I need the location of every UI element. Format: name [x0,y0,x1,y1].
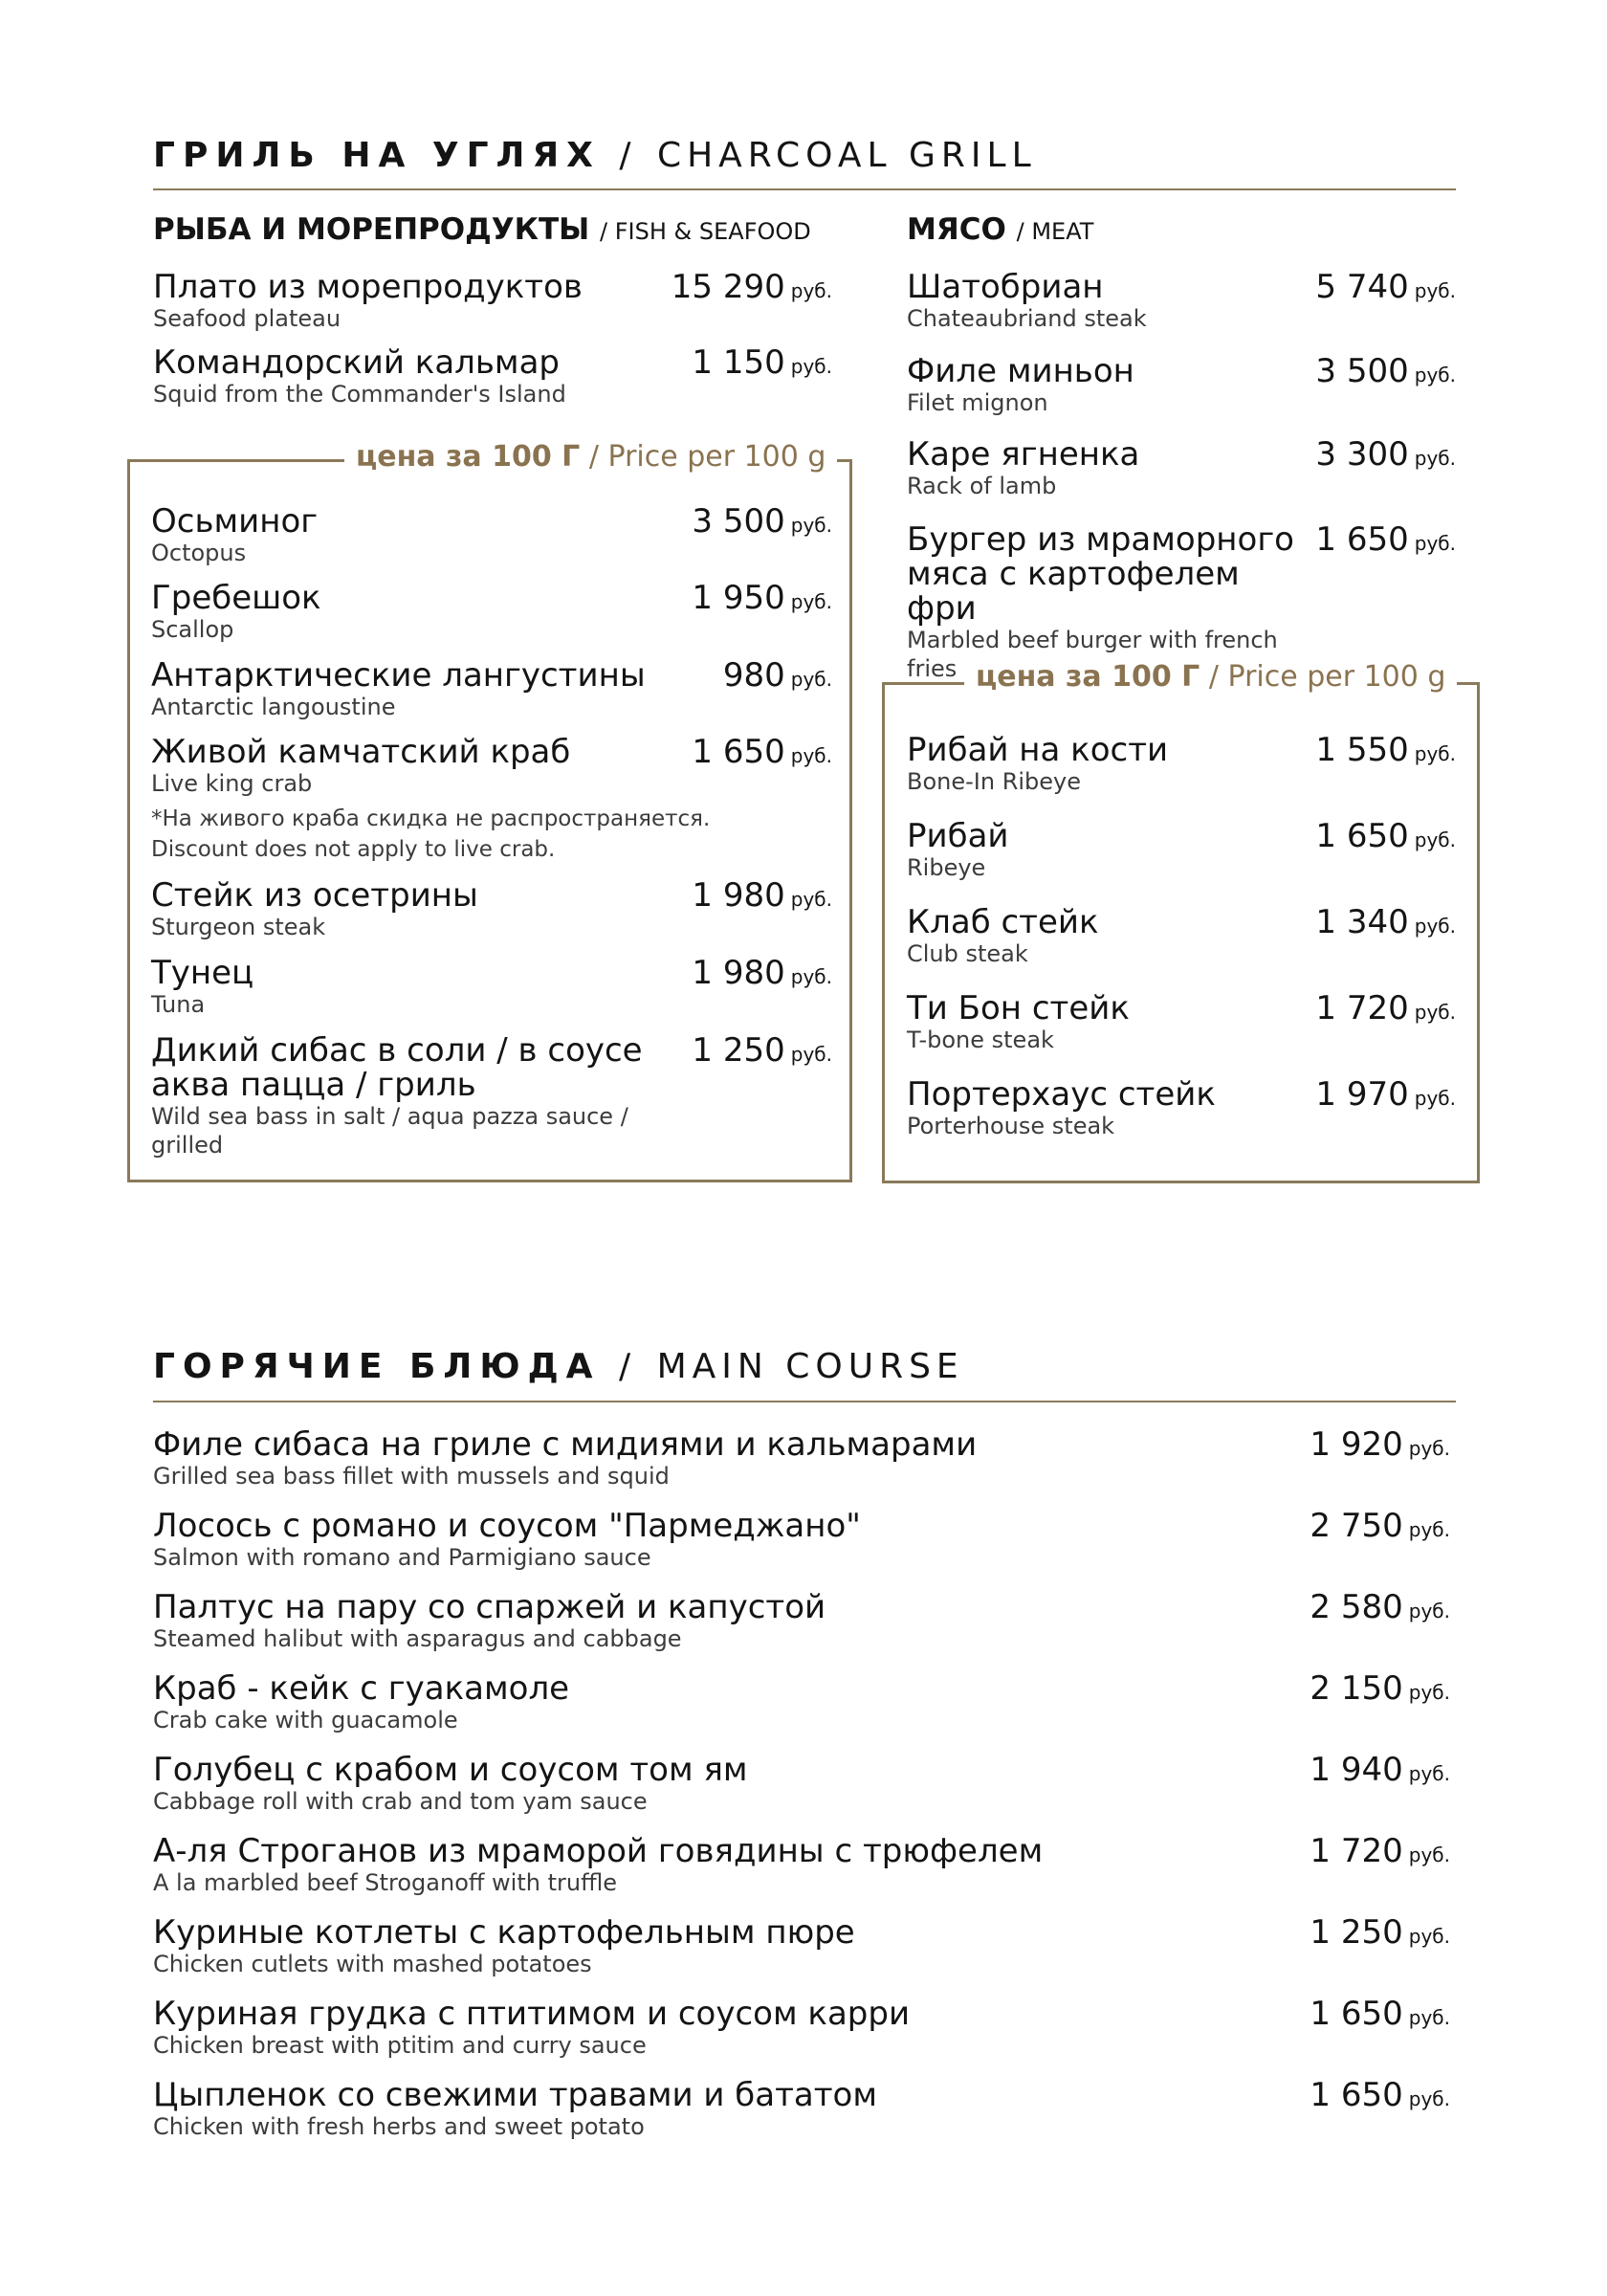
price-currency: руб. [1408,2087,1450,2110]
fish-box-label-en: / Price per 100 g [588,440,826,474]
item-price [1310,1427,1450,1466]
item-price [1315,733,1456,771]
item-name-ru: Каре ягненка [907,435,1140,474]
price-currency: руб. [1408,1600,1450,1623]
item-name-ru: Куриная грудка с птитимом и соусом карри [153,1995,911,2033]
item-name-en: Chicken breast with ptitim and curry sauce [153,2032,647,2059]
item-name-en: Steamed halibut with asparagus and cabbage [153,1625,682,1652]
item-name-ru: Филе сибаса на гриле с мидиями и кальмарами [153,1425,978,1464]
item-name-ru: Дикий сибас в соли / в соусе аква пацца / гриль [151,1031,643,1104]
menu-item [907,1077,1456,1140]
price-value: 3 500 [1315,352,1409,390]
item-name-en: Crab cake with guacamole [153,1707,458,1733]
item-price [692,1033,832,1071]
menu-item [907,819,1456,882]
item-name-ru: А-ля Строганов из мраморой говядины с трюфелем [153,1832,1044,1870]
item-name-ru: Шатобриан [907,268,1104,306]
item-name-ru: Антарктические лангустины [151,656,646,695]
price-value: 1 650 [1315,520,1409,559]
item-name-ru: Рибай [907,817,1009,855]
price-currency: руб. [1414,532,1456,555]
item-name-en: Marbled beef burger with french fries [907,627,1278,682]
price-currency: руб. [1408,1762,1450,1785]
main-title-en: MAIN COURSE [656,1347,964,1386]
price-value: 1 650 [1310,1995,1403,2033]
price-currency: руб. [1414,915,1456,938]
menu-item [153,1509,1450,1572]
item-price [692,504,832,542]
item-price [1315,522,1456,561]
item-price [692,345,832,384]
price-currency: руб. [1408,2006,1450,2029]
item-name-en: Wild sea bass in salt / aqua pazza sauce / grilled [151,1103,628,1159]
price-value: 1 650 [692,733,785,771]
grill-title-ru: ГРИЛЬ НА УГЛЯХ [153,136,601,175]
item-price [671,270,832,308]
item-name-ru: Цыпленок со свежими травами и бататом [153,2076,877,2114]
item-name-ru: Гребешок [151,579,321,617]
price-currency: руб. [1408,1437,1450,1460]
menu-item [151,956,832,1019]
item-name-en: Filet mignon [907,389,1048,416]
price-value: 3 500 [692,502,785,541]
meat-title-en: / MEAT [1016,218,1094,245]
item-name-en: Chateaubriand steak [907,305,1147,332]
item-name-en: Rack of lamb [907,473,1057,499]
price-currency: руб. [1414,279,1456,302]
item-name-en: Porterhouse steak [907,1113,1115,1139]
item-price [1310,1590,1450,1628]
price-currency: руб. [1414,1087,1456,1110]
item-name-ru: Живой камчатский краб [151,733,571,771]
grill-title-en: CHARCOAL GRILL [656,136,1037,175]
item-price [692,956,832,994]
price-currency: руб. [790,590,832,613]
price-value: 5 740 [1315,268,1409,306]
price-value: 3 300 [1315,435,1409,474]
price-currency: руб. [790,1043,832,1066]
item-name-en: Chicken with fresh herbs and sweet potato [153,2113,645,2140]
price-value: 1 550 [1315,731,1409,769]
price-value: 980 [722,656,785,695]
menu-item [907,905,1456,968]
item-name-en: Tuna [151,991,206,1018]
item-name-en: Club steak [907,940,1028,967]
price-value: 2 150 [1310,1669,1403,1708]
price-currency: руб. [790,744,832,767]
price-value: 1 720 [1310,1832,1403,1870]
menu-item [153,1590,1450,1653]
item-name-ru: Плато из морепродуктов [153,268,583,306]
item-price [692,878,832,916]
menu-item [153,270,832,333]
price-currency: руб. [1408,1518,1450,1541]
item-name-en: Sturgeon steak [151,914,326,940]
item-name-en: Grilled sea bass fillet with mussels and squid [153,1463,670,1490]
item-name-ru: Куриные котлеты с картофельным пюре [153,1913,855,1952]
item-name-ru: Голубец с крабом и соусом том ям [153,1751,748,1789]
meat-box-label-ru: цена за 100 Г [976,660,1200,694]
item-name-en: Bone-In Ribeye [907,768,1082,795]
menu-item [907,354,1456,417]
menu-item [907,270,1456,333]
price-currency: руб. [1408,1925,1450,1948]
main-title-sep: / [618,1347,639,1386]
item-name-ru: Ти Бон стейк [907,989,1130,1027]
item-name-ru: Портерхаус стейк [907,1075,1216,1114]
meat-subtitle [907,212,1093,247]
fish-box-label-ru: цена за 100 Г [356,440,581,474]
price-value: 2 750 [1310,1507,1403,1545]
price-currency: руб. [1408,1681,1450,1704]
price-currency: руб. [1408,1843,1450,1866]
price-currency: руб. [790,888,832,911]
price-value: 1 250 [1310,1913,1403,1952]
item-name-en: Ribeye [907,854,986,881]
price-value: 1 980 [692,954,785,992]
item-price [1310,1997,1450,2035]
price-currency: руб. [1414,447,1456,470]
item-name-ru: Осьминог [151,502,319,541]
menu-item [907,437,1456,500]
price-value: 1 250 [692,1031,785,1070]
item-name-en: Scallop [151,616,234,643]
menu-item [151,878,832,941]
item-price [723,658,832,696]
price-value: 1 650 [1310,2076,1403,2114]
price-currency: руб. [790,279,832,302]
fish-title-ru: РЫБА И МОРЕПРОДУКТЫ [153,212,590,247]
meat-box-label [964,660,1457,694]
price-currency: руб. [1414,742,1456,765]
item-name-ru: Бургер из мраморного мяса с картофелем фри [907,520,1294,628]
item-price [1310,1671,1450,1710]
item-price [1315,1077,1456,1115]
price-currency: руб. [790,355,832,378]
menu-item [907,991,1456,1054]
item-price [1315,354,1456,392]
menu-item [153,2078,1450,2141]
fish-box-label [344,440,837,474]
main-divider [153,1401,1456,1402]
menu-item [151,504,832,567]
price-currency: руб. [1414,364,1456,386]
price-value: 1 720 [1315,989,1409,1027]
menu-item [907,522,1456,683]
item-name-en: Chicken cutlets with mashed potatoes [153,1951,592,1977]
price-currency: руб. [790,965,832,988]
item-name-ru: Клаб стейк [907,903,1099,941]
item-name-en: Salmon with romano and Parmigiano sauce [153,1544,651,1571]
item-price [692,581,832,619]
menu-item [153,1753,1450,1816]
grill-title-sep: / [619,136,639,175]
grill-divider [153,188,1456,190]
menu-item [151,658,832,721]
menu-item [153,1997,1450,2060]
price-value: 2 580 [1310,1588,1403,1626]
item-name-ru: Лосось с романо и соусом "Пармеджано" [153,1507,861,1545]
menu-item [153,1915,1450,1978]
item-price [1315,437,1456,475]
price-value: 1 980 [692,876,785,915]
price-currency: руб. [1414,828,1456,851]
item-name-en: Octopus [151,540,247,566]
item-price [1310,1834,1450,1872]
item-note: *На живого краба скидка не распространяется. Discount does not apply to live crab. [151,806,711,862]
price-value: 1 150 [692,343,785,382]
menu-item [907,733,1456,796]
item-price [1315,905,1456,943]
item-name-en: T-bone steak [907,1027,1054,1053]
menu-item [153,345,832,408]
item-name-en: A la marbled beef Stroganoff with truffle [153,1869,618,1896]
price-value: 1 950 [692,579,785,617]
item-name-ru: Палтус на пару со спаржей и капустой [153,1588,826,1626]
item-price [1310,2078,1450,2116]
price-value: 1 650 [1315,817,1409,855]
item-name-en: Seafood plateau [153,305,341,332]
item-price [1315,270,1456,308]
meat-box-label-en: / Price per 100 g [1208,660,1446,694]
item-name-en: Antarctic langoustine [151,694,396,720]
menu-item [151,581,832,644]
price-value: 15 290 [671,268,785,306]
price-currency: руб. [790,668,832,691]
item-name-en: Cabbage roll with crab and tom yam sauce [153,1788,648,1815]
main-title-ru: ГОРЯЧИЕ БЛЮДА [153,1347,601,1386]
item-name-ru: Рибай на кости [907,731,1169,769]
item-name-ru: Тунец [151,954,254,992]
item-name-ru: Филе миньон [907,352,1134,390]
item-price [692,735,832,773]
menu-item [153,1834,1450,1897]
item-name-ru: Краб - кейк с гуакамоле [153,1669,570,1708]
fish-title-en: / FISH & SEAFOOD [600,218,811,245]
menu-item [151,735,832,865]
price-currency: руб. [790,514,832,537]
price-value: 1 340 [1315,903,1409,941]
price-value: 1 970 [1315,1075,1409,1114]
price-value: 1 920 [1310,1425,1403,1464]
grill-section-title [153,136,1037,175]
fish-subtitle [153,212,811,247]
item-name-en: Live king crab [151,770,313,797]
menu-item [153,1671,1450,1734]
item-name-ru: Стейк из осетрины [151,876,478,915]
price-value: 1 940 [1310,1751,1403,1789]
menu-item [153,1427,1450,1490]
main-section-title [153,1347,964,1386]
item-price [1310,1753,1450,1791]
item-price [1310,1915,1450,1954]
item-price [1310,1509,1450,1547]
menu-item [151,1033,832,1159]
item-price [1315,991,1456,1029]
item-name-en: Squid from the Commander's Island [153,381,566,408]
meat-title-ru: МЯСО [907,212,1006,247]
price-currency: руб. [1414,1001,1456,1024]
item-name-ru: Командорский кальмар [153,343,560,382]
item-price [1315,819,1456,857]
